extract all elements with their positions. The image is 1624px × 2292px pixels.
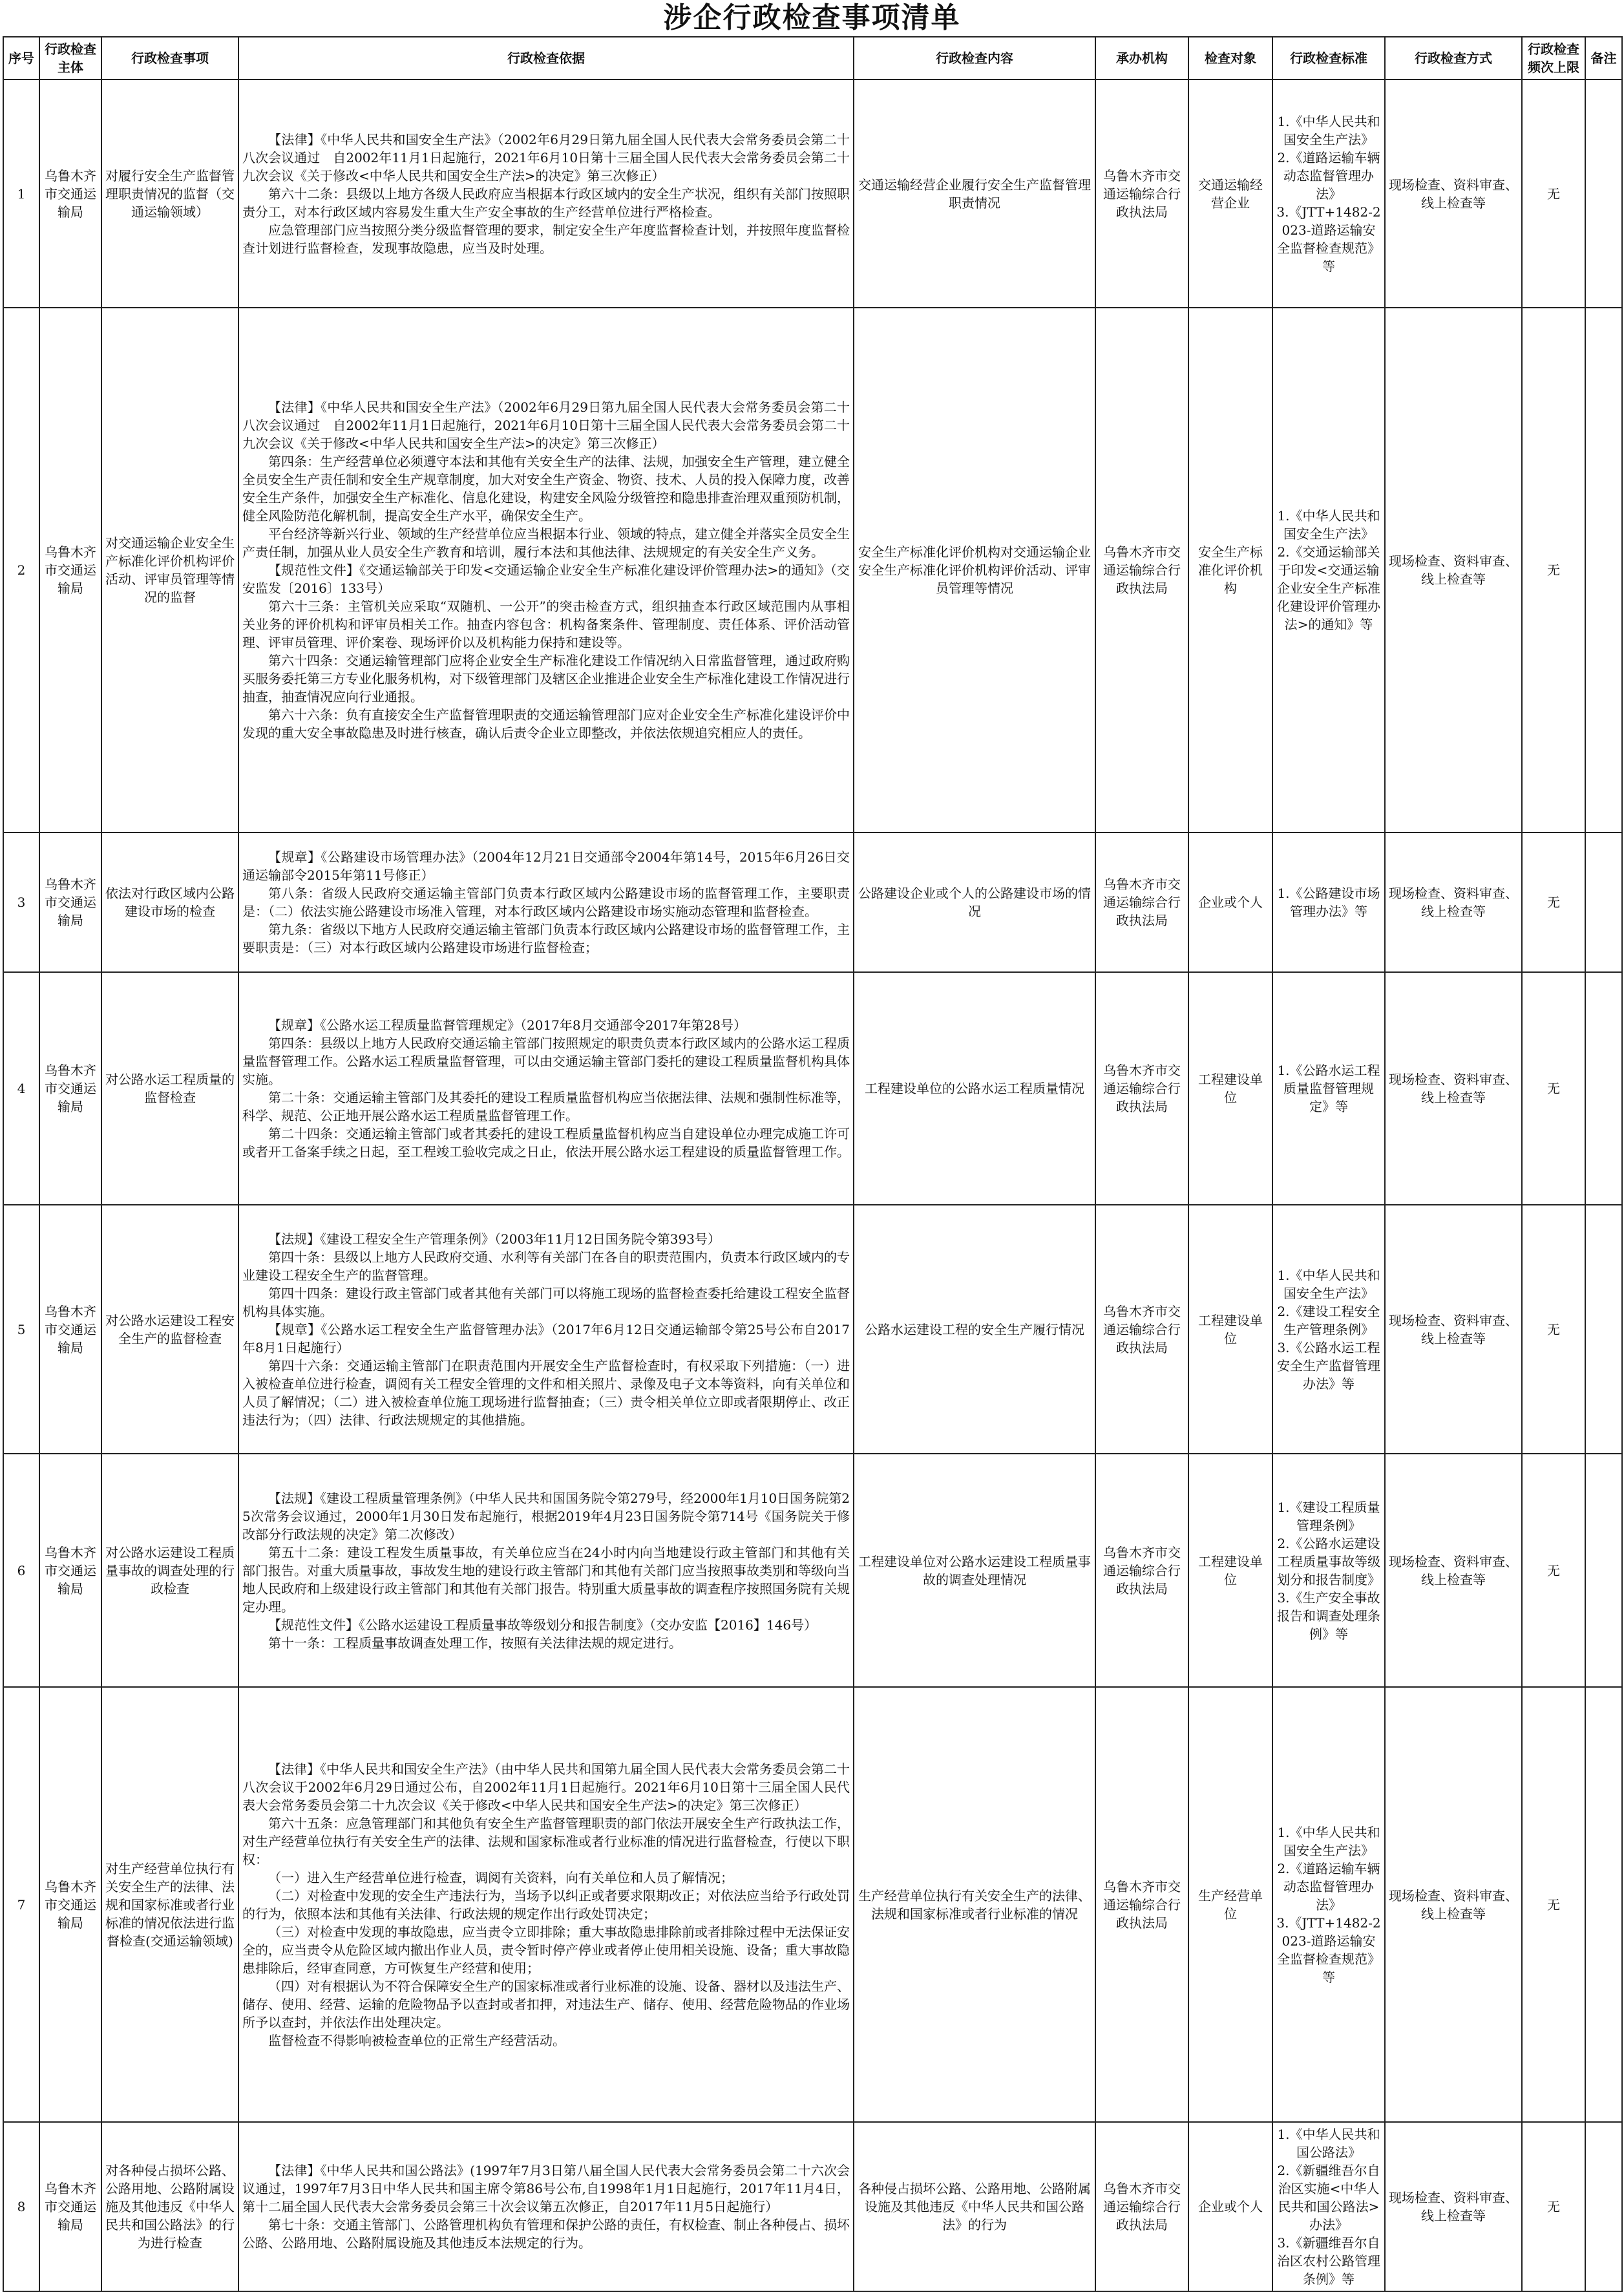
- row-method: 现场检查、资料审查、线上检查等: [1385, 308, 1522, 833]
- standard-item: 1.《中华人民共和国安全生产法》: [1277, 1267, 1380, 1301]
- row-remark: [1585, 833, 1622, 972]
- basis-paragraph: 第四条：生产经营单位必须遵守本法和其他有关安全生产的法律、法规，加强安全生产管理，建立健全全员安全生产责任制和安全生产规章制度，加大对安全生产资金、物资、技术、人员的投入保障力度，改善安全生产条件，加强安全生产标准化、信息化建设，构建安全风险分级管控和隐患排查治理双重预防机制，健全风险防范化解机制，提高安全生产水平，确保安全生产。: [242, 454, 850, 524]
- row-org: 乌鲁木齐市交通运输综合行政执法局: [1095, 972, 1188, 1205]
- row-no: 3: [3, 833, 39, 972]
- row-no: 4: [3, 972, 39, 1205]
- row-frequency: 无: [1522, 972, 1585, 1205]
- row-standard: [1272, 80, 1385, 308]
- table-row: [3, 308, 1622, 833]
- row-content: 公路建设企业或个人的公路建设市场的情况: [854, 833, 1095, 972]
- row-item: 对公路水运工程质量的监督检查: [101, 972, 238, 1205]
- basis-paragraph: （三）对检查中发现的事故隐患，应当责令立即排除；重大事故隐患排除前或者排除过程中无法保证安全的，应当责令从危险区域内撤出作业人员，责令暂时停产停业或者停止使用相关设施、设备；重大事故隐患排除后，经审查同意，方可恢复生产经营和使用；: [242, 1924, 850, 1976]
- inspection-table: [3, 36, 1623, 2292]
- basis-paragraph: 第四十条：县级以上地方人民政府交通、水利等有关部门在各自的职责范围内，负责本行政区域内的专业建设工程安全生产的监督管理。: [242, 1249, 850, 1283]
- table-row: [3, 80, 1622, 308]
- header-target: 检查对象: [1188, 37, 1272, 80]
- standard-item: 2.《建设工程安全生产管理条例》: [1277, 1303, 1380, 1337]
- basis-paragraph: 【法律】《中华人民共和国安全生产法》（2002年6月29日第九届全国人民代表大会常务委员会第二十八次会议通过 自2002年11月1日起施行，2021年6月10日第十三届全国人民代表大会常务委员会第二十九次会议《关于修改<中华人民共和国安全生产法>的决定》第三次修正）: [242, 131, 850, 184]
- row-standard: [1272, 308, 1385, 833]
- standard-item: 3.《生产安全事故报告和调查处理条例》等: [1277, 1589, 1380, 1642]
- row-item: 对生产经营单位执行有关安全生产的法律、法规和国家标准或者行业标准的情况依法进行监督检查(交通运输领域): [101, 1687, 238, 2122]
- row-org: 乌鲁木齐市交通运输综合行政执法局: [1095, 2122, 1188, 2291]
- row-method: 现场检查、资料审查、线上检查等: [1385, 1454, 1522, 1687]
- row-subject: 乌鲁木齐市交通运输局: [39, 1205, 101, 1454]
- row-method: 现场检查、资料审查、线上检查等: [1385, 972, 1522, 1205]
- row-remark: [1585, 1205, 1622, 1454]
- row-item: 对公路水运建设工程安全生产的监督检查: [101, 1205, 238, 1454]
- row-org: 乌鲁木齐市交通运输综合行政执法局: [1095, 1205, 1188, 1454]
- header-item: 行政检查事项: [101, 37, 238, 80]
- row-frequency: 无: [1522, 1687, 1585, 2122]
- row-standard: [1272, 1205, 1385, 1454]
- table-row: [3, 1454, 1622, 1687]
- standard-item: 3.《公路水运工程安全生产监督管理办法》等: [1277, 1339, 1380, 1392]
- standard-item: 1.《中华人民共和国安全生产法》: [1277, 508, 1380, 542]
- row-no: 8: [3, 2122, 39, 2291]
- standard-item: 3.《JTT+1482-2023-道路运输安全监督检查规范》等: [1276, 204, 1381, 274]
- row-item: 对公路水运建设工程质量事故的调查处理的行政检查: [101, 1454, 238, 1687]
- row-basis: [238, 2122, 854, 2291]
- table-row: [3, 1205, 1622, 1454]
- header-no: 序号: [3, 37, 39, 80]
- row-remark: [1585, 972, 1622, 1205]
- row-subject: 乌鲁木齐市交通运输局: [39, 972, 101, 1205]
- row-content: 安全生产标准化评价机构对交通运输企业安全生产标准化评价机构评价活动、评审员管理等情况: [854, 308, 1095, 833]
- standard-item: 1.《中华人民共和国安全生产法》: [1277, 113, 1380, 147]
- header-org: 承办机构: [1095, 37, 1188, 80]
- standard-item: 2.《新疆维吾尔自治区实施<中华人民共和国公路法>办法》: [1277, 2163, 1380, 2233]
- standard-item: 1.《公路水运工程质量监督管理规定》等: [1277, 1063, 1380, 1114]
- basis-paragraph: 第六十六条：负有直接安全生产监督管理职责的交通运输管理部门应对企业安全生产标准化建设评价中发现的重大安全事故隐患及时进行核查，确认后责令企业立即整改，并依法依规追究相应人的责任。: [242, 707, 850, 741]
- row-remark: [1585, 1454, 1622, 1687]
- row-basis: [238, 1205, 854, 1454]
- basis-paragraph: 第六十三条：主管机关应采取“双随机、一公开”的突击检查方式，组织抽查本行政区域范围内从事相关业务的评价机构和评审员相关工作。抽查内容包含：机构备案条件、管理制度、责任体系、评价活动管理、评审员管理、评价案卷、现场评价以及机构能力保持和建设等。: [242, 599, 850, 650]
- basis-paragraph: 【法律】《中华人民共和国安全生产法》（2002年6月29日第九届全国人民代表大会常务委员会第二十八次会议通过 自2002年11月1日起施行，2021年6月10日第十三届全国人民代表大会常务委员会第二十九次会议《关于修改<中华人民共和国安全生产法>的决定》第三次修正）: [242, 399, 850, 451]
- row-content: 公路水运建设工程的安全生产履行情况: [854, 1205, 1095, 1454]
- header-standard: 行政检查标准: [1272, 37, 1385, 80]
- row-content: 各种侵占损坏公路、公路用地、公路附属设施及其他违反《中华人民共和国公路法》的行为: [854, 2122, 1095, 2291]
- row-standard: [1272, 1454, 1385, 1687]
- table-row: [3, 972, 1622, 1205]
- standard-item: 2.《公路水运建设工程质量事故等级划分和报告制度》: [1277, 1535, 1380, 1587]
- row-basis: [238, 1454, 854, 1687]
- table-row: [3, 2122, 1622, 2291]
- basis-paragraph: 第六十四条：交通运输管理部门应将企业安全生产标准化建设工作情况纳入日常监督管理，通过政府购买服务委托第三方专业化服务机构，对下级管理部门及辖区企业推进企业安全生产标准化建设工作情况进行抽查，抽查情况应向行业通报。: [242, 653, 850, 705]
- basis-paragraph: 第五十二条：建设工程发生质量事故，有关单位应当在24小时内向当地建设行政主管部门和其他有关部门报告。对重大质量事故，事故发生地的建设行政主管部门和其他有关部门应当按照事故类别和等级向当地人民政府和上级建设行政主管部门和其他有关部门报告。特别重大质量事故的调查程序按照国务院有关规定办理。: [242, 1544, 850, 1615]
- row-item: 对履行安全生产监督管理职责情况的监督（交通运输领域）: [101, 80, 238, 308]
- row-item: 对各种侵占损坏公路、公路用地、公路附属设施及其他违反《中华人民共和国公路法》的行为进行检查: [101, 2122, 238, 2291]
- basis-paragraph: 监督检查不得影响被检查单位的正常生产经营活动。: [268, 2032, 565, 2048]
- header-content: 行政检查内容: [854, 37, 1095, 80]
- row-target: 企业或个人: [1188, 833, 1272, 972]
- row-no: 5: [3, 1205, 39, 1454]
- basis-paragraph: 【法规】《建设工程安全生产管理条例》（2003年11月12日国务院令第393号）: [268, 1231, 721, 1247]
- basis-paragraph: （二）对检查中发现的安全生产违法行为，当场予以纠正或者要求限期改正；对依法应当给予行政处罚的行为，依照本法和其他有关法律、行政法规的规定作出行政处罚决定；: [242, 1887, 850, 1922]
- row-method: 现场检查、资料审查、线上检查等: [1385, 1205, 1522, 1454]
- basis-paragraph: 【规章】《公路水运工程安全生产监督管理办法》（2017年6月12日交通运输部令第25号公布自2017年8月1日起施行）: [242, 1321, 850, 1355]
- row-basis: [238, 308, 854, 833]
- row-content: 工程建设单位对公路水运建设工程质量事故的调查处理情况: [854, 1454, 1095, 1687]
- row-content: 工程建设单位的公路水运工程质量情况: [854, 972, 1095, 1205]
- row-remark: [1585, 1687, 1622, 2122]
- row-item: 依法对行政区域内公路建设市场的检查: [101, 833, 238, 972]
- header-subject: 行政检查主体: [39, 37, 101, 80]
- row-frequency: 无: [1522, 2122, 1585, 2291]
- row-subject: 乌鲁木齐市交通运输局: [39, 80, 101, 308]
- row-org: 乌鲁木齐市交通运输综合行政执法局: [1095, 833, 1188, 972]
- standard-item: 1.《建设工程质量管理条例》: [1277, 1499, 1380, 1533]
- row-remark: [1585, 308, 1622, 833]
- row-remark: [1585, 2122, 1622, 2291]
- row-standard: [1272, 833, 1385, 972]
- table-row: [3, 1687, 1622, 2122]
- table-row: [3, 833, 1622, 972]
- table-header-row: [3, 37, 1622, 80]
- row-frequency: 无: [1522, 1205, 1585, 1454]
- row-basis: [238, 1687, 854, 2122]
- basis-paragraph: 第七十条：交通主管部门、公路管理机构负有管理和保护公路的责任，有权检查、制止各种侵占、损坏公路、公路用地、公路附属设施及其他违反本法规定的行为。: [242, 2217, 850, 2251]
- basis-paragraph: 第八条：省级人民政府交通运输主管部门负责本行政区域内公路建设市场的监督管理工作，主要职责是：（二）依法实施公路建设市场准入管理，对本行政区域内公路建设市场实施动态管理和监督检查。: [242, 886, 850, 919]
- row-method: 现场检查、资料审查、线上检查等: [1385, 1687, 1522, 2122]
- row-no: 7: [3, 1687, 39, 2122]
- basis-paragraph: 【规范性文件】《交通运输部关于印发<交通运输企业安全生产标准化建设评价管理办法>的通知》（交安监发〔2016〕133号）: [242, 562, 850, 596]
- basis-paragraph: 平台经济等新兴行业、领域的生产经营单位应当根据本行业、领域的特点，建立健全并落实全员安全生产责任制，加强从业人员安全生产教育和培训，履行本法和其他法律、法规规定的有关安全生产义务。: [242, 526, 850, 560]
- standard-item: 3.《JTT+1482-2023-道路运输安全监督检查规范》等: [1276, 1915, 1381, 1985]
- row-item: 对交通运输企业安全生产标准化评价机构评价活动、评审员管理等情况的监督: [101, 308, 238, 833]
- row-frequency: 无: [1522, 308, 1585, 833]
- row-basis: [238, 833, 854, 972]
- basis-paragraph: 【规章】《公路建设市场管理办法》（2004年12月21日交通部令2004年第14号，2015年6月26日交通运输部令2015年第11号修正）: [242, 849, 850, 883]
- basis-paragraph: 第四十四条：建设行政主管部门或者其他有关部门可以将施工现场的监督检查委托给建设工程安全监督机构具体实施。: [242, 1285, 850, 1319]
- header-remark: 备注: [1585, 37, 1622, 80]
- standard-item: 3.《新疆维吾尔自治区农村公路管理条例》等: [1277, 2235, 1380, 2287]
- standard-item: 2.《道路运输车辆动态监督管理办法》: [1277, 149, 1380, 202]
- row-method: 现场检查、资料审查、线上检查等: [1385, 2122, 1522, 2291]
- basis-paragraph: 【法律】《中华人民共和国安全生产法》（由中华人民共和国第九届全国人民代表大会常务委员会第二十八次会议于2002年6月29日通过公布，自2002年11月1日起施行。2021年6月10日第十三届全国人民代表大会常务委员会第二十九次会议《关于修改<中华人民共和国安全生产法>的决定》第三次修正）: [242, 1761, 850, 1813]
- row-org: 乌鲁木齐市交通运输综合行政执法局: [1095, 308, 1188, 833]
- row-basis: [238, 80, 854, 308]
- row-target: 生产经营单位: [1188, 1687, 1272, 2122]
- standard-item: 1.《中华人民共和国公路法》: [1277, 2127, 1380, 2160]
- header-method: 行政检查方式: [1385, 37, 1522, 80]
- row-subject: 乌鲁木齐市交通运输局: [39, 1687, 101, 2122]
- row-standard: [1272, 2122, 1385, 2291]
- basis-paragraph: 第十一条：工程质量事故调查处理工作，按照有关法律法规的规定进行。: [268, 1635, 682, 1651]
- basis-paragraph: 【法规】《建设工程质量管理条例》（中华人民共和国国务院令第279号，经2000年1月10日国务院第25次常务会议通过，2000年1月30日发布起施行，根据2019年4月23日国务院令第714号《国务院关于修改部分行政法规的决定》第二次修改）: [242, 1490, 850, 1542]
- row-target: 工程建设单位: [1188, 1205, 1272, 1454]
- row-target: 工程建设单位: [1188, 1454, 1272, 1687]
- basis-paragraph: 第二十条：交通运输主管部门及其委托的建设工程质量监督机构应当依据法律、法规和强制性标准等，科学、规范、公正地开展公路水运工程质量监督管理工作。: [242, 1090, 850, 1123]
- row-target: 企业或个人: [1188, 2122, 1272, 2291]
- row-method: 现场检查、资料审查、线上检查等: [1385, 833, 1522, 972]
- row-target: 交通运输经营企业: [1188, 80, 1272, 308]
- row-frequency: 无: [1522, 833, 1585, 972]
- header-basis: 行政检查依据: [238, 37, 854, 80]
- basis-paragraph: 第二十四条：交通运输主管部门或者其委托的建设工程质量监督机构应当自建设单位办理完成施工许可或者开工备案手续之日起，至工程竣工验收完成之日止，依法开展公路水运工程建设的质量监督管理工作。: [242, 1126, 850, 1160]
- row-standard: [1272, 1687, 1385, 2122]
- row-basis: [238, 972, 854, 1205]
- basis-paragraph: 第九条：省级以下地方人民政府交通运输主管部门负责本行政区域内公路建设市场的监督管理工作，主要职责是：（三）对本行政区域内公路建设市场进行监督检查；: [242, 922, 850, 955]
- standard-item: 1.《中华人民共和国安全生产法》: [1277, 1824, 1380, 1858]
- basis-paragraph: 【规章】《公路水运工程质量监督管理规定》（2017年8月交通部令2017年第28号）: [268, 1017, 746, 1033]
- row-org: 乌鲁木齐市交通运输综合行政执法局: [1095, 80, 1188, 308]
- basis-paragraph: 第四十六条：交通运输主管部门在职责范围内开展安全生产监督检查时，有权采取下列措施：（一）进入被检查单位进行检查，调阅有关工程安全管理的文件和相关照片、录像及电子文本等资料，向有关单位和人员了解情况；（二）进入被检查单位施工现场进行监督抽查；（三）责令相关单位立即或者限期停止、改正违法行为；（四）法律、行政法规规定的其他措施。: [242, 1357, 850, 1428]
- row-no: 1: [3, 80, 39, 308]
- row-content: 交通运输经营企业履行安全生产监督管理职责情况: [854, 80, 1095, 308]
- row-frequency: 无: [1522, 80, 1585, 308]
- basis-paragraph: 第六十二条：县级以上地方各级人民政府应当根据本行政区域内的安全生产状况，组织有关部门按照职责分工，对本行政区域内容易发生重大生产安全事故的生产经营单位进行严格检查。: [242, 186, 850, 220]
- basis-paragraph: 第六十五条：应急管理部门和其他负有安全生产监督管理职责的部门依法开展安全生产行政执法工作，对生产经营单位执行有关安全生产的法律、法规和国家标准或者行业标准的情况进行监督检查，行使以下职权：: [242, 1815, 850, 1867]
- row-frequency: 无: [1522, 1454, 1585, 1687]
- row-subject: 乌鲁木齐市交通运输局: [39, 833, 101, 972]
- row-standard: [1272, 972, 1385, 1205]
- basis-paragraph: （一）进入生产经营单位进行检查，调阅有关资料，向有关单位和人员了解情况；: [268, 1869, 733, 1885]
- page-title: 涉企行政检查事项清单: [663, 1, 961, 34]
- basis-paragraph: 【法律】《中华人民共和国公路法》(1997年7月3日第八届全国人民代表大会常务委员会第二十六次会议通过，1997年7月3日中华人民共和国主席令第86号公布,自1998年1月1日起施行，2017年11月4日，第十二届全国人民代表大会常务委员会第三十次会议第五次修正，自2017年11月5日起施行）: [242, 2163, 850, 2214]
- basis-paragraph: 【规范性文件】《公路水运建设工程质量事故等级划分和报告制度》（交办安监【2016】146号）: [268, 1617, 817, 1633]
- row-no: 6: [3, 1454, 39, 1687]
- basis-paragraph: （四）对有根据认为不符合保障安全生产的国家标准或者行业标准的设施、设备、器材以及违法生产、储存、使用、经营、运输的危险物品予以查封或者扣押，对违法生产、储存、使用、经营危险物品的作业场所予以查封，并依法作出处理决定。: [242, 1978, 850, 2030]
- row-subject: 乌鲁木齐市交通运输局: [39, 308, 101, 833]
- row-subject: 乌鲁木齐市交通运输局: [39, 1454, 101, 1687]
- row-method: 现场检查、资料审查、线上检查等: [1385, 80, 1522, 308]
- header-frequency: 行政检查频次上限: [1522, 37, 1585, 80]
- standard-item: 2.《交通运输部关于印发<交通运输企业安全生产标准化建设评价管理办法>的通知》等: [1277, 544, 1380, 632]
- basis-paragraph: 应急管理部门应当按照分类分级监督管理的要求，制定安全生产年度监督检查计划，并按照年度监督检查计划进行监督检查，发现事故隐患，应当及时处理。: [242, 222, 850, 256]
- row-target: 安全生产标准化评价机构: [1188, 308, 1272, 833]
- basis-paragraph: 第四条：县级以上地方人民政府交通运输主管部门按照规定的职责负责本行政区域内的公路水运工程质量监督管理工作。公路水运工程质量监督管理，可以由交通运输主管部门委托的建设工程质量监督机构具体实施。: [242, 1035, 850, 1087]
- row-content: 生产经营单位执行有关安全生产的法律、法规和国家标准或者行业标准的情况: [854, 1687, 1095, 2122]
- row-no: 2: [3, 308, 39, 833]
- row-target: 工程建设单位: [1188, 972, 1272, 1205]
- row-org: 乌鲁木齐市交通运输综合行政执法局: [1095, 1454, 1188, 1687]
- row-subject: 乌鲁木齐市交通运输局: [39, 2122, 101, 2291]
- standard-item: 1.《公路建设市场管理办法》等: [1277, 886, 1380, 919]
- row-remark: [1585, 80, 1622, 308]
- row-org: 乌鲁木齐市交通运输综合行政执法局: [1095, 1687, 1188, 2122]
- standard-item: 2.《道路运输车辆动态监督管理办法》: [1277, 1860, 1380, 1913]
